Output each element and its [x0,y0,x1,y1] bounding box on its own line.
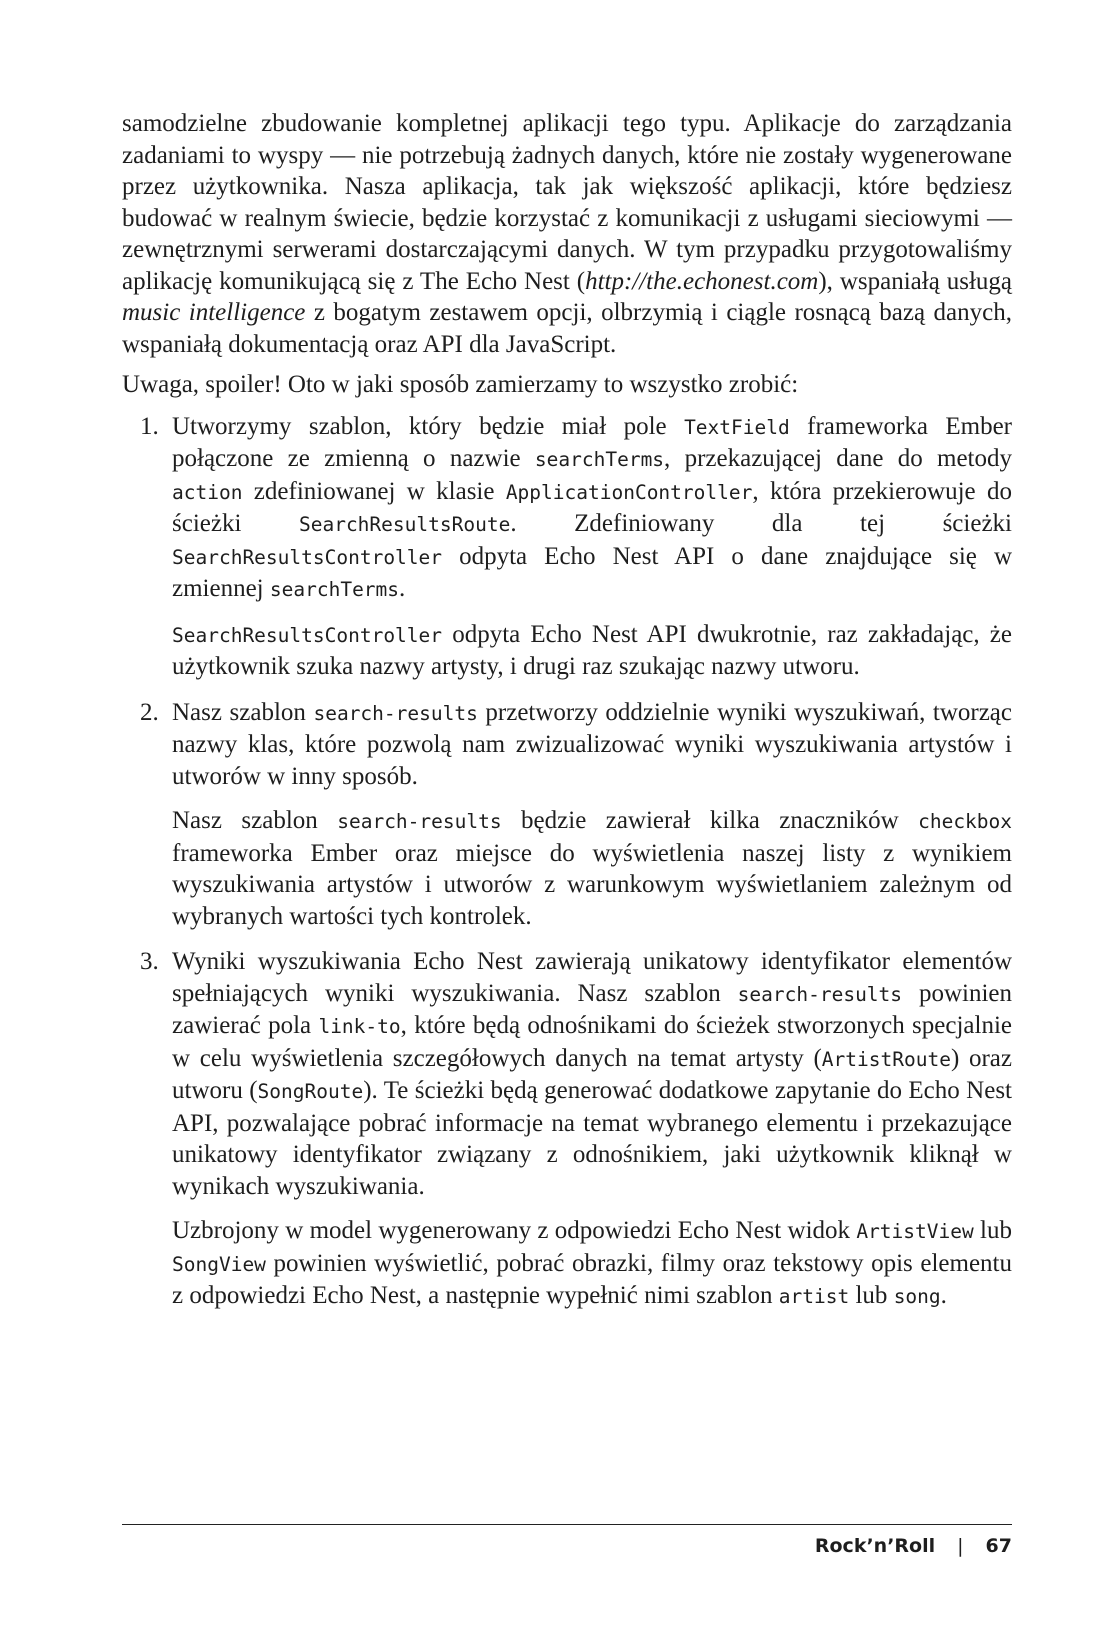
step-paragraph [172,805,1012,932]
music-intelligence-term: music intelligence [122,299,306,326]
step-paragraph [172,619,1012,683]
step-paragraph [172,946,1012,1202]
list-item [140,946,1013,1313]
text-run: lub [973,1217,1012,1244]
text-run: odpyta Echo Nest API o dane znajdujące się w zmiennej [172,542,1012,602]
code-term: SearchResultsController [172,545,443,569]
intro-text: z bogatym zestawem opcji, olbrzymią i ciągle rosnącą bazą danych, wspaniałą dokumentacją oraz API dla JavaScript. [122,299,1012,358]
code-term: searchTerms [534,448,665,471]
page-footer [815,1535,1012,1557]
footer-divider [122,1524,1012,1525]
code-term: checkbox [918,810,1013,833]
text-run: frameworka Ember oraz miejsce do wyświetlenia naszej listy z wynikiem wyszukiwania artystów i utworów z warunkowym wyświetlaniem zależnym od wybranych wartości tych kontrolek. [172,839,1012,930]
list-number: 2. [140,698,159,726]
text-run: będzie zawierał kilka znaczników [501,807,919,834]
echonest-link[interactable]: http://the.echonest.com [585,267,819,295]
running-section-title: Rock’n’Roll [814,1535,936,1557]
code-term: action [172,480,243,504]
text-run: przetworzy oddzielnie wyniki wyszukiwań, tworząc nazwy klas, które pozwolą nam zwizualizować wyniki wyszukiwania artystów i utworów w inny sposób. [172,698,1012,790]
text-run: ). Te ścieżki będą generować dodatkowe zapytanie do Echo Nest API, pozwalające pobrać informacje na temat wybranego elementu i przekazujące unikatowy identyfikator związany z odnośnikiem, jaki użytkownik kliknął w wynikach wyszukiwania. [172,1077,1012,1200]
list-number: 1. [140,412,159,440]
text-run: Wyniki wyszukiwania Echo Nest zawierają unikatowy identyfikator elementów spełniających wyniki wyszukiwania. Nasz szablon [172,948,1012,1007]
code-term: search-results [313,701,478,725]
text-run: Utworzymy szablon, który będzie miał pole [172,412,685,440]
step-paragraph [172,411,1012,606]
intro-paragraph [122,108,1012,360]
step-paragraph [172,697,1012,793]
code-term: link-to [318,1015,401,1038]
code-term: SongRoute [257,1080,364,1103]
text-run: frameworka Ember połączone ze zmienną o nazwie [172,412,1012,472]
text-run: Uzbrojony w model wygenerowany z odpowiedzi Echo Nest widok [172,1217,857,1244]
code-term: search-results [737,982,903,1006]
text-run: powinien wyświetlić, pobrać obrazki, filmy oraz tekstowy opis elementu z odpowiedzi Echo Nest, a następnie wypełnić nimi szablon [172,1249,1012,1309]
code-term: SearchResultsController [172,623,443,647]
code-term: ArtistView [856,1220,974,1243]
code-term: search-results [337,810,502,833]
text-run: Nasz szablon [172,807,338,834]
text-run: ) oraz utworu ( [172,1044,1013,1104]
code-term: ApplicationController [505,480,753,504]
list-item [140,697,1013,933]
text-run: lub [849,1282,894,1309]
text-run: , przekazującej dane do metody [664,445,1012,472]
footer-separator: | [957,1535,964,1557]
text-run: , które będą odnośnikami do ścieżek stworzonych specjalnie w celu wyświetlenia szczegółowych danych na temat artysty ( [172,1012,1012,1072]
page-body [122,108,1012,1327]
text-run: , która przekierowuje do ścieżki [172,477,1012,537]
text-run: . [940,1282,947,1309]
text-run: powinien zawierać pola [172,979,1013,1039]
list-item [140,411,1012,683]
text-run: Nasz szablon [172,698,314,726]
code-term: song [893,1285,941,1308]
code-term: searchTerms [269,578,400,601]
code-term: SearchResultsRoute [298,513,511,536]
text-run: . Zdefiniowany dla tej ścieżki [510,510,1012,537]
intro-text: ), wspaniałą usługą [818,267,1012,295]
code-term: TextField [684,415,790,439]
intro-text: samodzielne zbudowanie kompletnej aplikacji tego typu. Aplikacje do zarządzania zadaniami to wyspy — nie potrzebują żadnych danych, które nie zostały wygenerowane przez użytkownika. Nasza aplikacja, tak jak większość aplikacji, które będziesz budować w realnym świecie, będzie korzystać z komunikacji z usługami sieciowymi — zewnętrznymi serwerami dostarczającymi danych. W tym przypadku przygotowaliśmy aplikację komunikującą się z The Echo Nest ( [122,110,1012,295]
code-term: ArtistRoute [821,1047,951,1071]
step-paragraph [172,1215,1012,1313]
text-run: odpyta Echo Nest API dwukrotnie, raz zakładając, że użytkownik szuka nazwy artysty, i drugi raz szukając nazwy utworu. [172,620,1012,680]
text-run: . [399,575,406,602]
code-term: SongView [172,1252,266,1276]
lead-paragraph: Uwaga, spoiler! Oto w jaki sposób zamierzamy to wszystko zrobić: [122,371,799,398]
steps-list [122,411,1012,1313]
text-run: zdefiniowanej w klasie [242,477,506,505]
page-number: 67 [985,1535,1012,1557]
list-number: 3. [140,948,159,975]
code-term: artist [778,1285,850,1308]
